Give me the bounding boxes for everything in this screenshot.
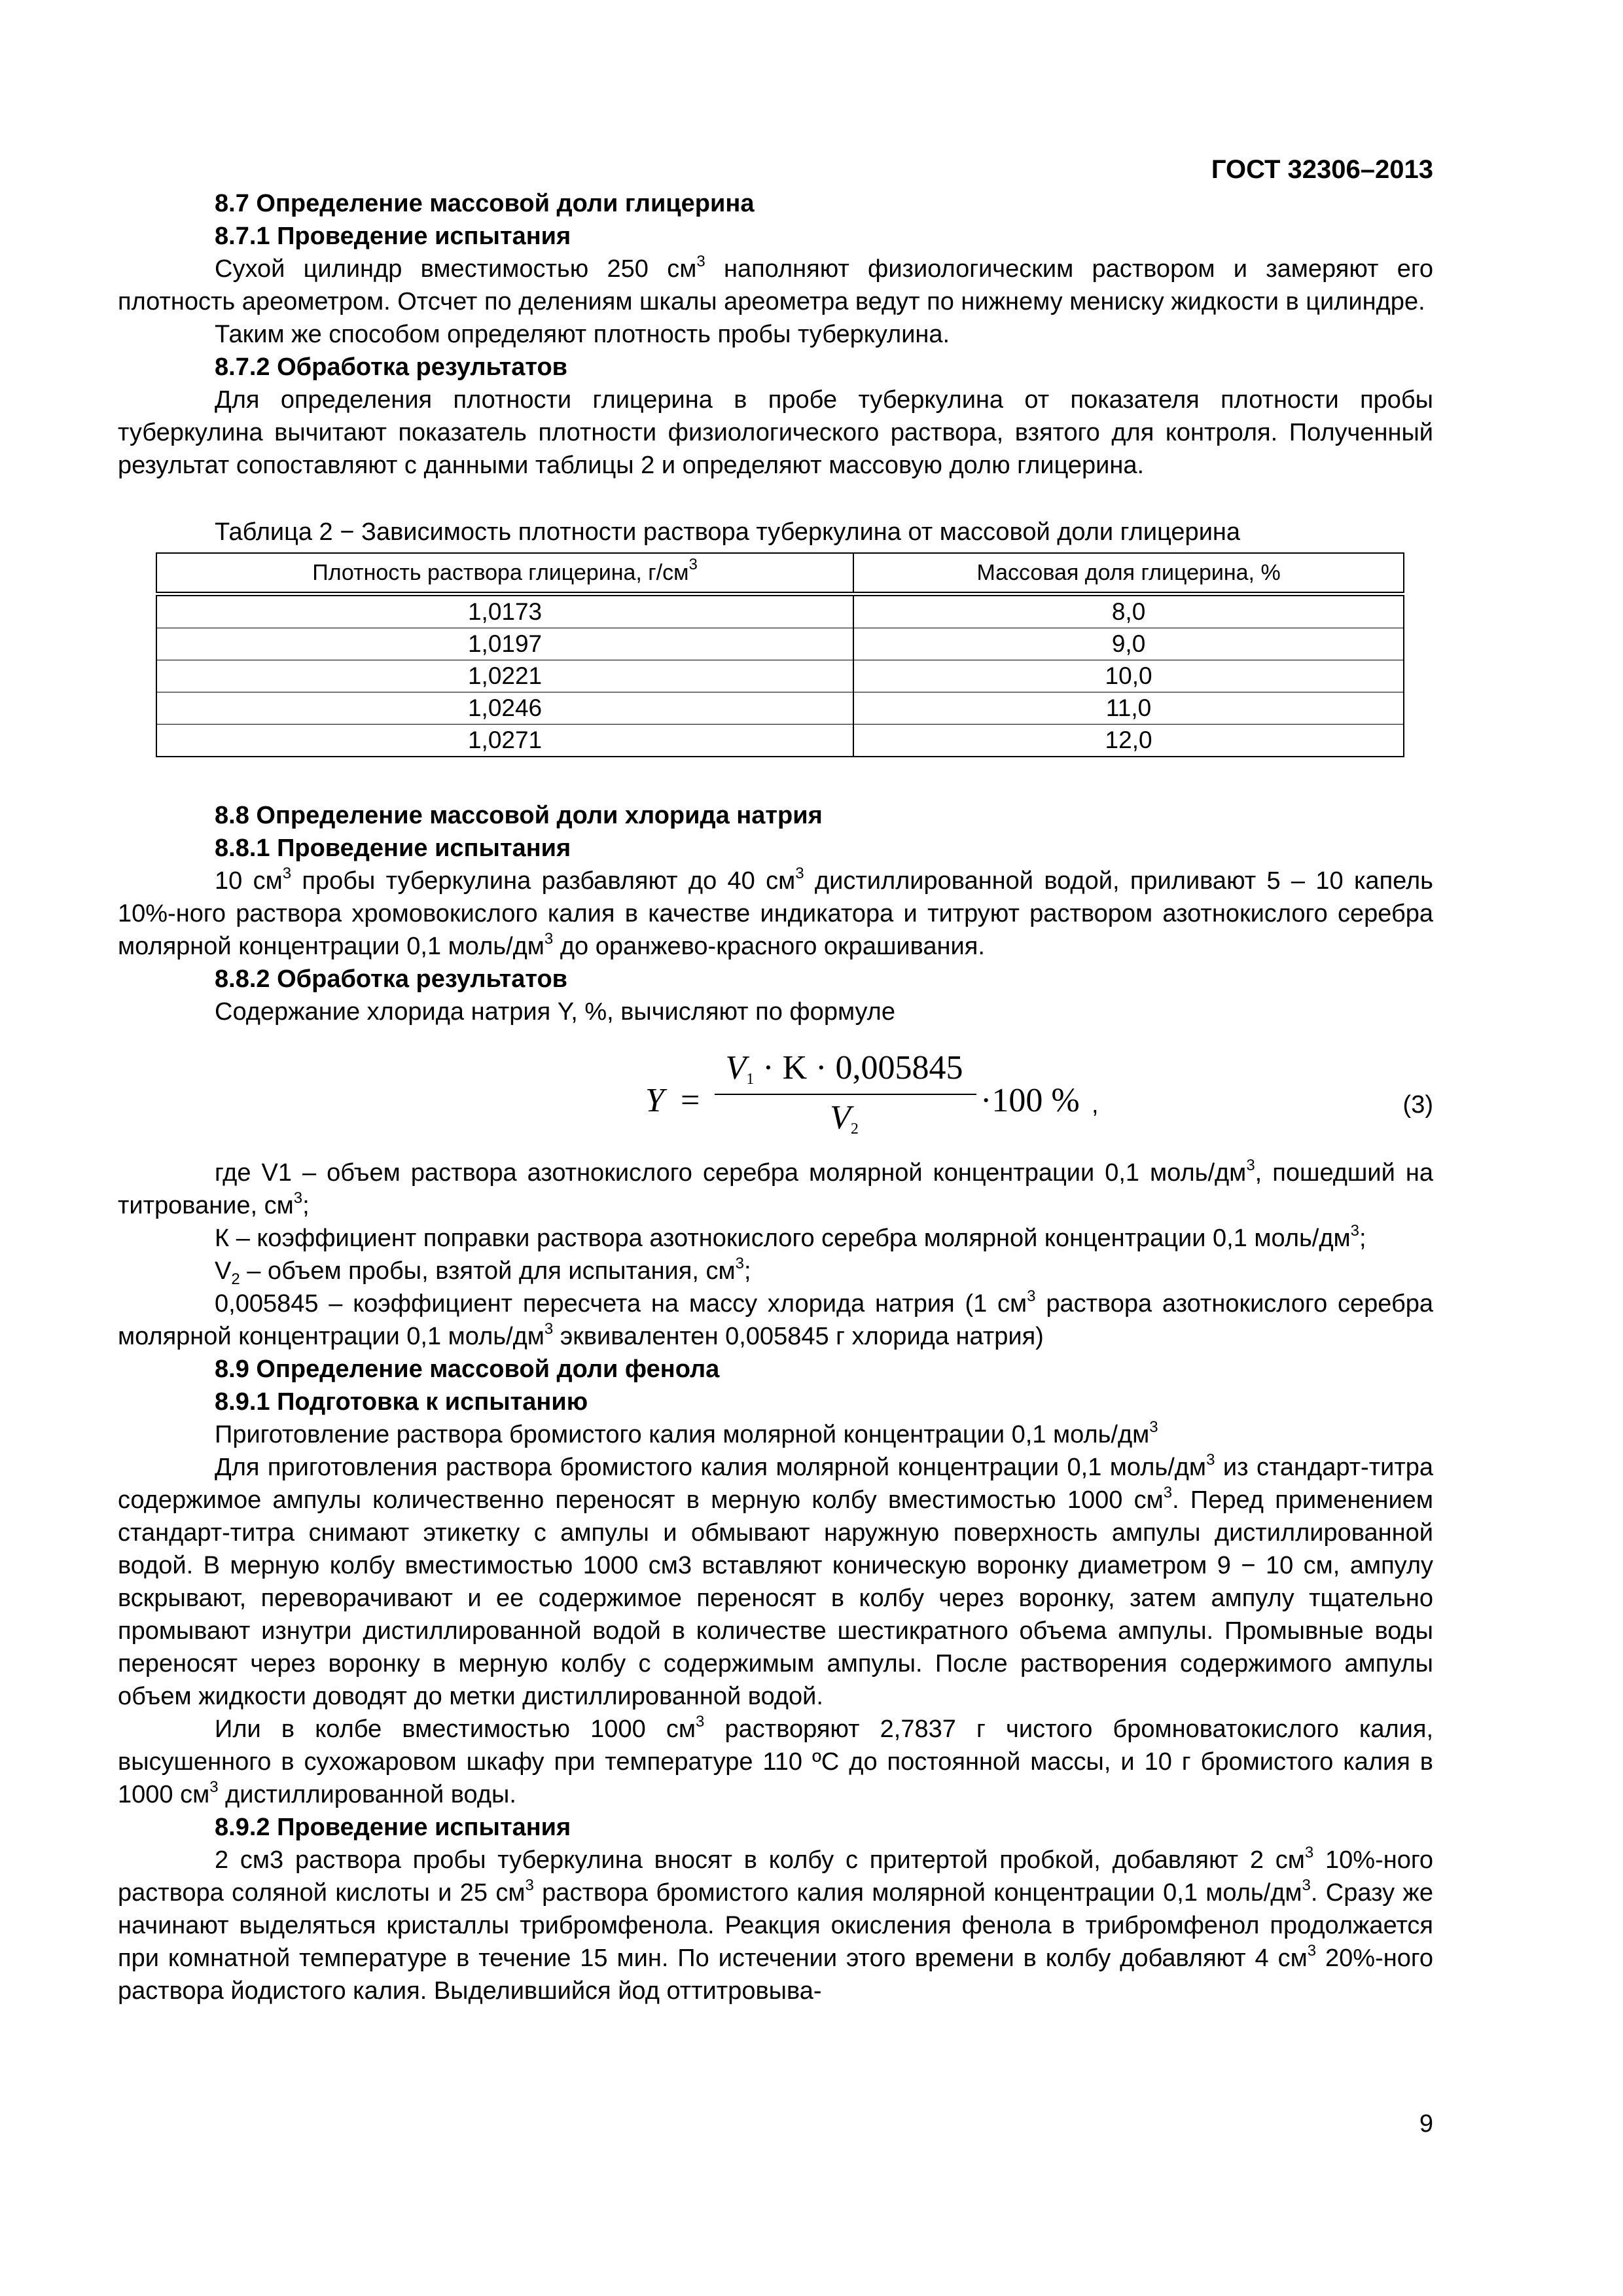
superscript: 3	[209, 1778, 219, 1796]
text-run: наполняют физиологическим раствором и замеряют его плотность ареометром. Отсчет по делениям шкалы ареометра ведут по нижнему мениску жидкости в цилиндре.	[118, 255, 1433, 315]
superscript: 3	[1304, 1844, 1314, 1861]
table-cell-fraction: 8,0	[853, 594, 1404, 628]
paragraph-8-8-1	[118, 865, 1433, 963]
text-run: Или в колбе вместимостью 1000 см	[215, 1715, 696, 1743]
superscript: 3	[795, 865, 804, 882]
document-code: ГОСТ 32306–2013	[1211, 155, 1433, 184]
table-row	[156, 725, 1404, 757]
superscript: 3	[544, 930, 554, 948]
text-run: до оранжево-красного окрашивания.	[553, 933, 985, 960]
superscript: 3	[1302, 1876, 1311, 1894]
paragraph-8-9-1-c	[118, 1713, 1433, 1811]
table-cell-density: 1,0221	[156, 660, 853, 692]
table-2-caption: Таблица 2 − Зависимость плотности раствора туберкулина от массовой доли глицерина	[215, 518, 1241, 546]
superscript: 3	[293, 1189, 303, 1207]
table-row	[156, 628, 1404, 660]
text-run: К – коэффициент поправки раствора азотнокислого серебра молярной концентрации 0,1 моль/дм	[215, 1225, 1351, 1252]
superscript: 3	[544, 1320, 554, 1338]
superscript: 3	[735, 1255, 744, 1272]
where-k	[118, 1222, 1433, 1255]
superscript: 3	[696, 253, 705, 270]
text-run: ;	[743, 1257, 751, 1285]
text-run: V	[725, 1049, 747, 1086]
text-run: – объем пробы, взятой для испытания, см	[240, 1257, 736, 1285]
formula-lhs: Y	[645, 1082, 664, 1119]
page-content	[118, 187, 1433, 2007]
superscript: 3	[1350, 1222, 1360, 1240]
superscript: 3	[282, 865, 292, 882]
text-run: из стандарт-титра содержимое ампулы количественно переносят в мерную колбу вместимостью 1000 см	[118, 1454, 1434, 1514]
formula-number: (3)	[1402, 1091, 1433, 1119]
text-run: 2 см3 раствора пробы туберкулина вносят в колбу с притертой пробкой, добавляют 2 см	[215, 1846, 1305, 1874]
table-cell-density: 1,0173	[156, 594, 853, 628]
text-run: ;	[302, 1192, 310, 1219]
superscript: 3	[1246, 1157, 1255, 1174]
text-run: Сухой цилиндр вместимостью 250 см	[215, 255, 697, 283]
paragraph-8-7-1	[118, 253, 1433, 318]
superscript: 3	[1027, 1287, 1036, 1305]
column-header-fraction: Массовая доля глицерина, %	[853, 553, 1404, 594]
text-run: 10 см	[215, 867, 283, 895]
section-8-7-title: 8.7 Определение массовой доли глицерина	[215, 190, 755, 217]
formula-3	[118, 1049, 1433, 1157]
text-run: Плотность раствора глицерина, г/см	[312, 560, 689, 585]
text-run: 0,005845 – коэффициент пересчета на массу хлорида натрия (1 см	[215, 1290, 1027, 1318]
text-run: раствора бромистого калия молярной концентрации 0,1 моль/дм	[533, 1879, 1302, 1907]
table-2	[156, 552, 1404, 757]
text-run: ;	[1359, 1225, 1366, 1252]
subscript: 1	[746, 1071, 755, 1088]
subsection-8-8-2-title: 8.8.2 Обработка результатов	[215, 965, 568, 993]
superscript: 3	[1163, 1484, 1173, 1501]
section-8-8-title: 8.8 Определение массовой доли хлорида натрия	[215, 802, 823, 829]
column-header-density	[156, 553, 853, 594]
formula-numerator	[713, 1049, 975, 1088]
subsection-8-9-1-title: 8.9.1 Подготовка к испытанию	[215, 1388, 588, 1416]
subscript: 2	[850, 1121, 859, 1138]
page-number: 9	[1419, 2110, 1433, 2138]
superscript: 3	[525, 1876, 534, 1894]
table-cell-fraction: 9,0	[853, 628, 1404, 660]
formula-comma: ,	[1092, 1091, 1099, 1119]
section-8-9-title: 8.9 Определение массовой доли фенола	[215, 1355, 720, 1383]
formula-equals: =	[681, 1082, 700, 1119]
superscript: 3	[1307, 1942, 1317, 1960]
fraction-bar	[715, 1094, 976, 1095]
text-run: V	[830, 1099, 851, 1136]
table-cell-fraction: 12,0	[853, 725, 1404, 757]
superscript: 3	[696, 1713, 705, 1731]
subsection-8-7-2-title: 8.7.2 Обработка результатов	[215, 353, 568, 381]
text-run: где V1 – объем раствора азотнокислого серебра молярной концентрации 0,1 моль/дм	[215, 1159, 1247, 1187]
where-coefficient	[118, 1287, 1433, 1353]
text-run: V	[215, 1257, 232, 1285]
text-run: Приготовление раствора бромистого калия молярной концентрации 0,1 моль/дм	[215, 1421, 1150, 1448]
text-run: 10%-ного раствора соляной кислоты и 25 см	[118, 1846, 1434, 1907]
text-run: раствора азотнокислого серебра молярной концентрации 0,1 моль/дм	[118, 1290, 1433, 1350]
table-row	[156, 692, 1404, 725]
text-run: пробы туберкулина разбавляют до 40 см	[291, 867, 796, 895]
table-cell-density: 1,0197	[156, 628, 853, 660]
where-v1	[118, 1157, 1433, 1222]
text-run: дистиллированной водой, приливают 5 – 10 капель 10%-ного раствора хромовокислого калия в качестве индикатора и титруют раствором азотнокислого серебра молярной концентрации 0,1 моль/дм	[118, 867, 1433, 960]
text-run: . Перед применением стандарт-титра снимают этикетку с ампулы и обмывают наружную поверхность ампулы дистиллированной водой. В мерную колбу вместимостью 1000 см3 вставляют коническую воронку диаметром 9 − 10 см, ампулу вскрывают, переворачивают и ее содержимое переносят в колбу через воронку, затем ампулу тщательно промывают изнутри дистиллированной водой в количестве шестикратного объема ампулы. Промывные воды переносят через воронку в мерную колбу с содержимым ампулы. После растворения содержимого ампулы объем жидкости доводят до метки дистиллированной водой.	[118, 1486, 1433, 1710]
formula-multiplier: ·100 %	[980, 1082, 1080, 1119]
paragraph-8-7-2: Для определения плотности глицерина в пробе туберкулина от показателя плотности пробы туберкулина вычитают показатель плотности физиологического раствора, взятого для контроля. Полученный результат сопоставляют с данными таблицы 2 и определяют массовую долю глицерина.	[118, 386, 1433, 479]
paragraph-8-9-2	[118, 1844, 1433, 2007]
paragraph-8-7-1-b: Таким же способом определяют плотность пробы туберкулина.	[215, 321, 950, 348]
table-cell-density: 1,0246	[156, 692, 853, 725]
where-v2	[118, 1255, 1433, 1287]
table-cell-fraction: 11,0	[853, 692, 1404, 725]
subsection-8-8-1-title: 8.8.1 Проведение испытания	[215, 834, 571, 862]
subsection-8-9-2-title: 8.9.2 Проведение испытания	[215, 1814, 571, 1841]
table-cell-fraction: 10,0	[853, 660, 1404, 692]
table-row	[156, 594, 1404, 628]
table-cell-density: 1,0271	[156, 725, 853, 757]
text-run: дистиллированной воды.	[218, 1781, 516, 1808]
superscript: 3	[688, 556, 698, 573]
text-run: . Сразу же начинают выделяться кристаллы трибромфенола. Реакция окисления фенола в трибромфенол продолжается при комнатной температуре в течение 15 мин. По истечении этого времени в колбу добавляют 4 см	[118, 1879, 1433, 1972]
table-row	[156, 660, 1404, 692]
text-run: , пошедший на титрование, см	[118, 1159, 1433, 1219]
paragraph-8-9-1-b	[118, 1451, 1433, 1713]
text-run: · K · 0,005845	[754, 1049, 963, 1086]
paragraph-8-8-2: Содержание хлорида натрия Y, %, вычисляют по формуле	[215, 998, 895, 1026]
paragraph-8-9-1-a	[118, 1418, 1433, 1451]
superscript: 3	[1206, 1451, 1215, 1469]
spacer	[118, 757, 1433, 799]
text-run: Для приготовления раствора бромистого калия молярной концентрации 0,1 моль/дм	[215, 1454, 1207, 1481]
text-run: растворяют 2,7837 г чистого бромноватокислого калия, высушенного в сухожаровом шкафу при температуре 110 ºС до постоянной массы, и 10 г бромистого калия в 1000 см	[118, 1715, 1433, 1808]
superscript: 3	[1149, 1418, 1158, 1436]
table-header-row	[156, 553, 1404, 594]
text-run: эквивалентен 0,005845 г хлорида натрия)	[553, 1323, 1044, 1350]
formula-denominator	[713, 1099, 975, 1138]
subscript: 2	[231, 1270, 240, 1288]
subsection-8-7-1-title: 8.7.1 Проведение испытания	[215, 223, 571, 250]
text-run: 20%-ного раствора йодистого калия. Выделившийся йод оттитровыва-	[118, 1945, 1434, 2005]
